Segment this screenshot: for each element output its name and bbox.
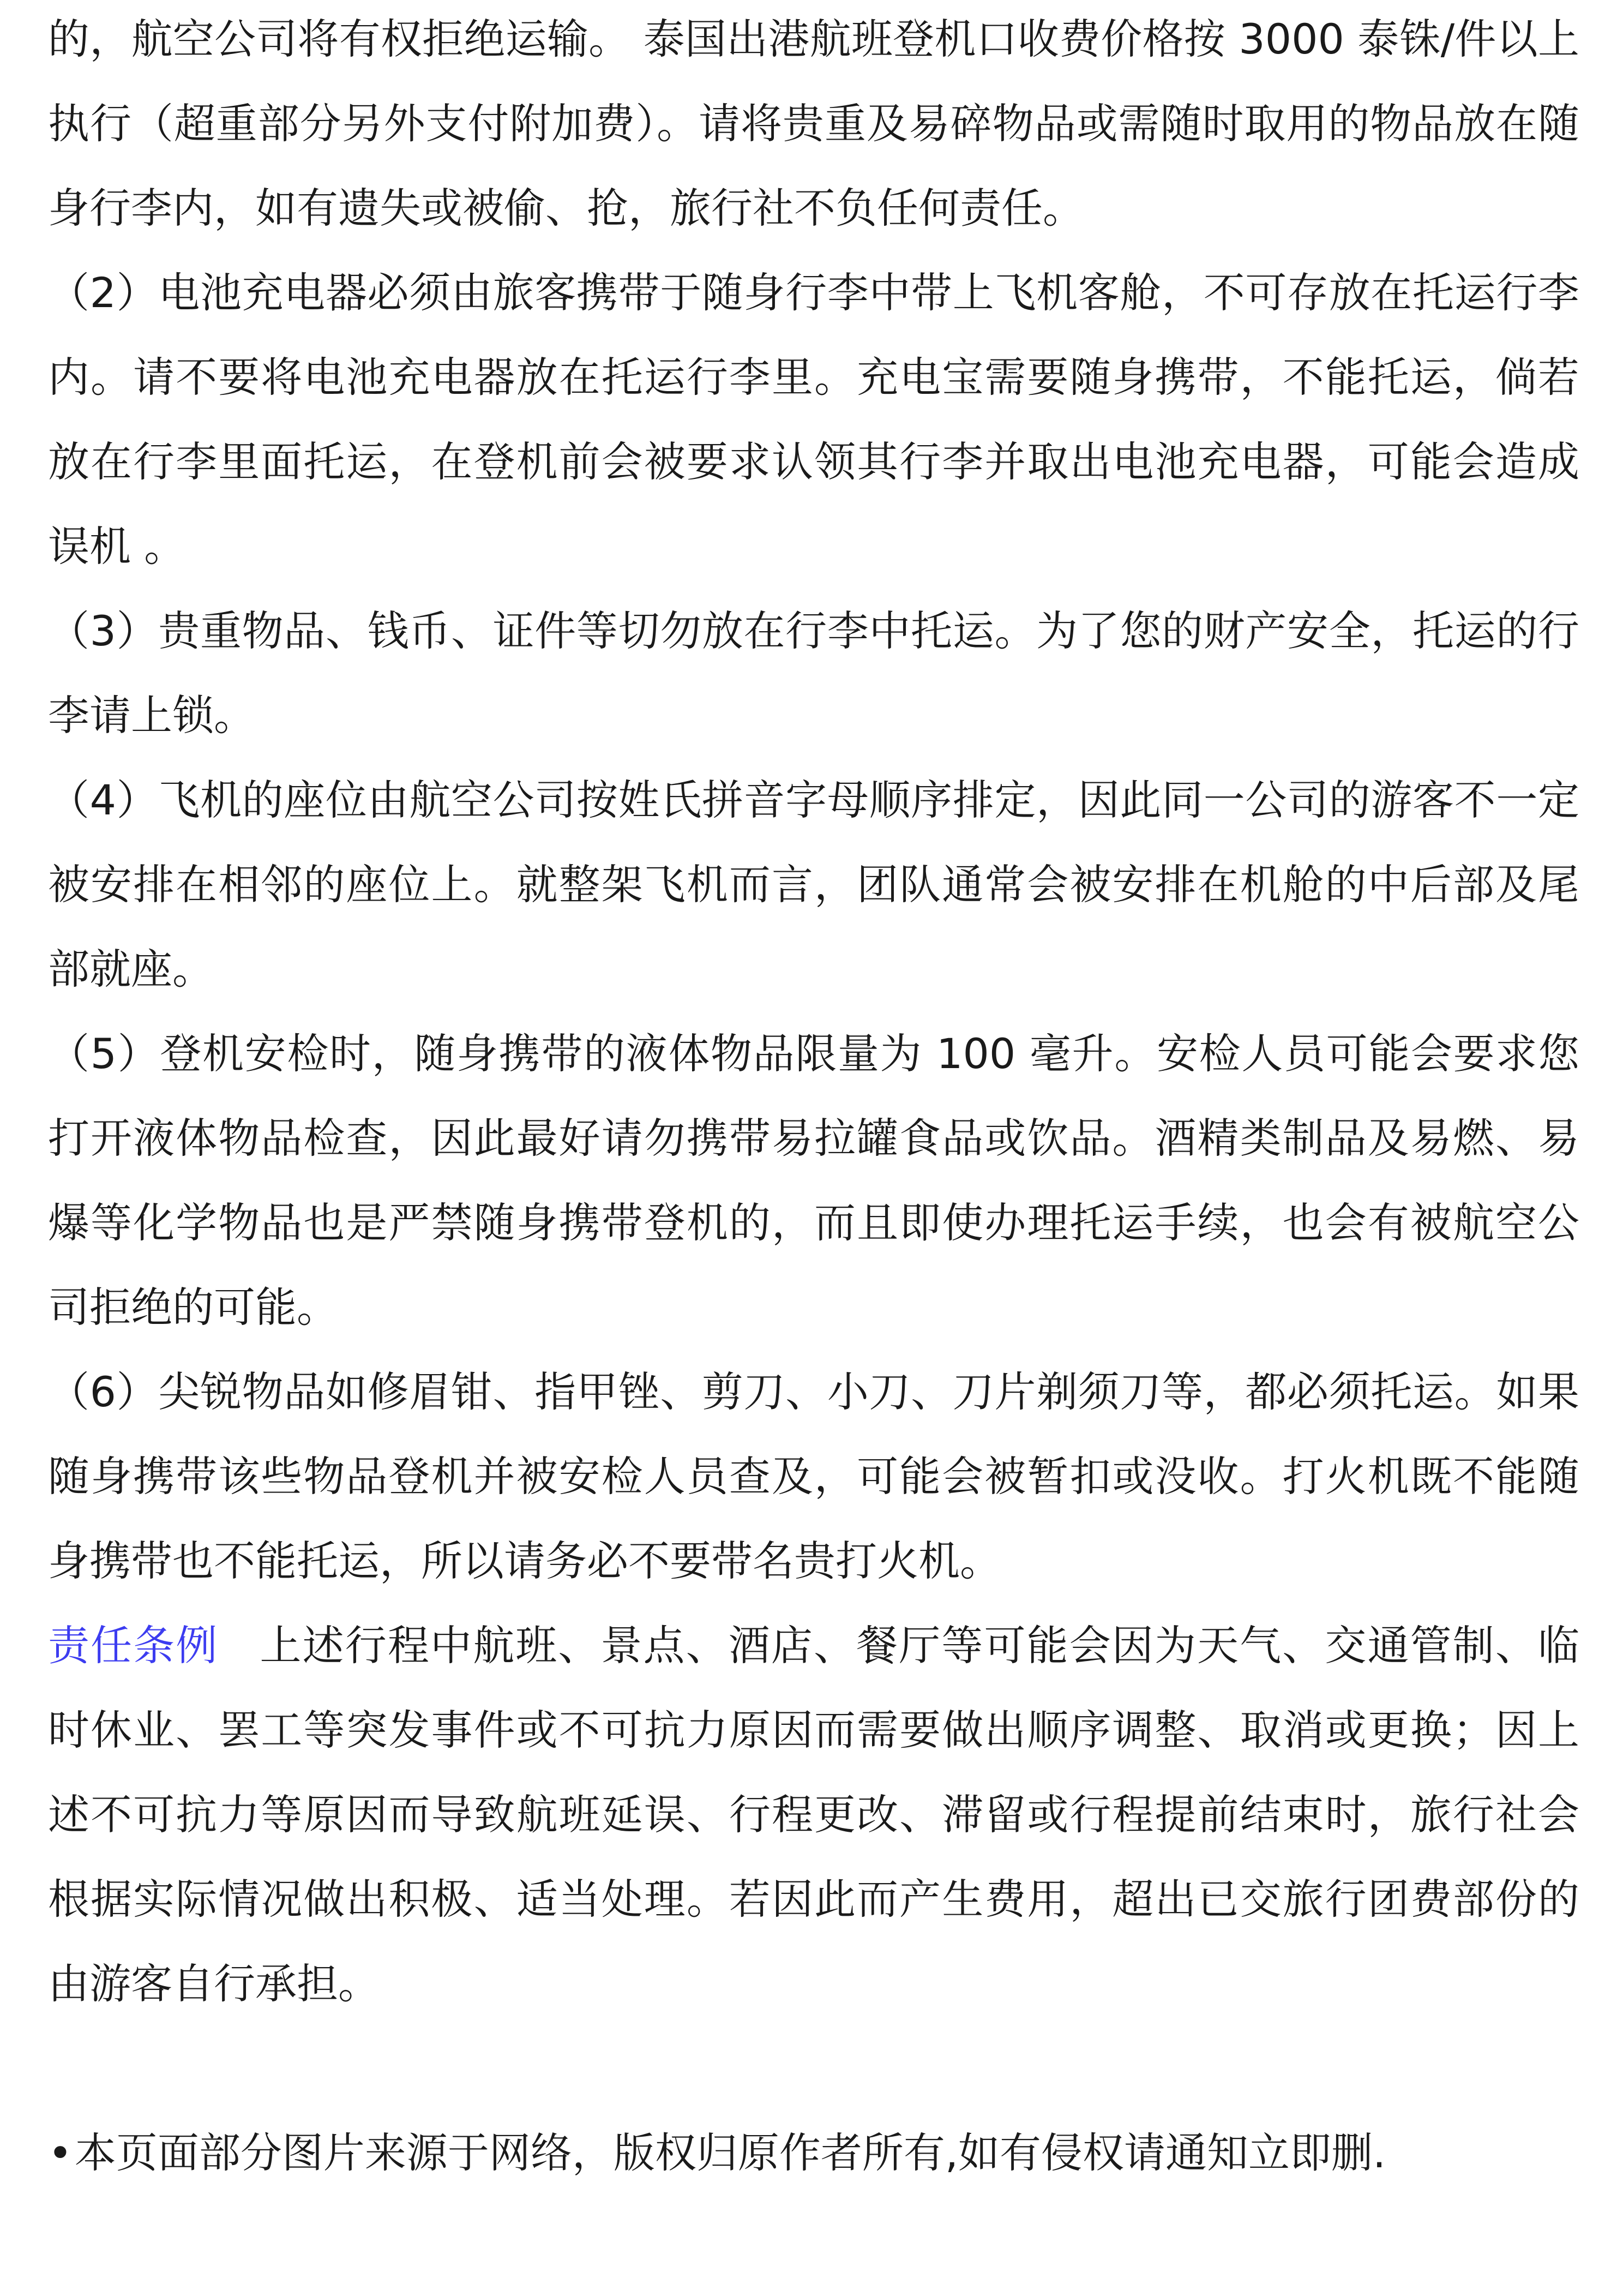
- liquids-paragraph: （5）登机安检时，随身携带的液体物品限量为 100 毫升。安检人员可能会要求您打开液体物品检查，因此最好请勿携带易拉罐食品或饮品。酒精类制品及易燃、易爆等化学物品也是严禁随身携带登机的，而且即使办理托运手续，也会有被航空公司拒绝的可能。: [48, 1029, 1579, 1332]
- valuables-paragraph: （3）贵重物品、钱币、证件等切勿放在行李中托运。为了您的财产安全，托运的行李请上锁。: [48, 607, 1579, 740]
- sharp-objects-paragraph: （6）尖锐物品如修眉钳、指甲锉、剪刀、小刀、刀片剃须刀等，都必须托运。如果随身携带该些物品登机并被安检人员查及，可能会被暂扣或没收。打火机既不能随身携带也不能托运，所以请务必不要带名贵打火机。: [48, 1368, 1579, 1585]
- copyright-footnote: [48, 2111, 1579, 2195]
- baggage-paragraph-continued: 的，航空公司将有权拒绝运输。 泰国出港航班登机口收费价格按 3000 泰铢/件以上执行（超重部分另外支付附加费）。请将贵重及易碎物品或需随时取用的物品放在随身行李内，如有遗失或被偷、抢，旅行社不负任何责任。: [48, 15, 1579, 232]
- battery-charger-paragraph: （2）电池充电器必须由旅客携带于随身行李中带上飞机客舱，不可存放在托运行李内。请不要将电池充电器放在托运行李里。充电宝需要随身携带，不能托运，倘若放在行李里面托运，在登机前会被要求认领其行李并取出电池充电器，可能会造成误机 。: [48, 268, 1579, 571]
- section-spacer: [48, 2026, 1579, 2111]
- footnote-text: 本页面部分图片来源于网络，版权归原作者所有,如有侵权请通知立即删.: [74, 2129, 1386, 2177]
- liability-text: 上述行程中航班、景点、酒店、餐厅等可能会因为天气、交通管制、临时休业、罢工等突发事件或不可抗力原因而需要做出顺序调整、取消或更换；因上述不可抗力等原因而导致航班延误、行程更改、滞留或行程提前结束时，旅行社会根据实际情况做出积极、适当处理。若因此而产生费用，超出已交旅行团费部份的由游客自行承担。: [48, 1621, 1580, 2008]
- bullet-icon: •: [48, 2129, 73, 2177]
- liability-section: [48, 1603, 1579, 2026]
- liability-label: 责任条例: [48, 1621, 219, 1670]
- seating-paragraph: （4）飞机的座位由航空公司按姓氏拼音字母顺序排定，因此同一公司的游客不一定被安排在相邻的座位上。就整架飞机而言，团队通常会被安排在机舱的中后部及尾部就座。: [48, 776, 1579, 993]
